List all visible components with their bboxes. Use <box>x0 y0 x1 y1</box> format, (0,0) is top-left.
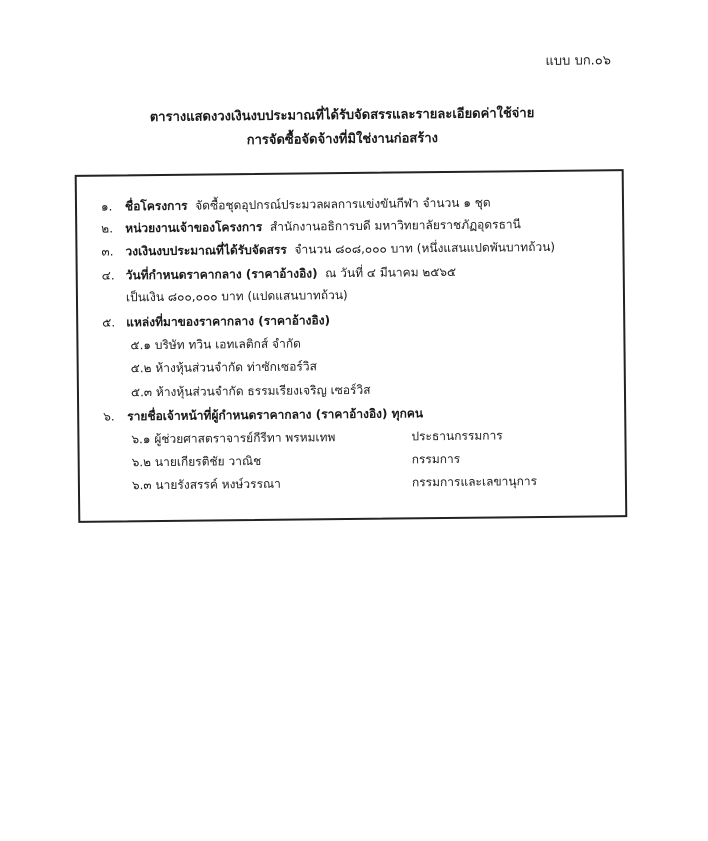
item-committee <box>103 405 423 424</box>
price-source-item: ๕.๑ บริษัท ทวิน เอทเลติกส์ จำกัด <box>130 336 301 353</box>
item-budget <box>101 239 555 260</box>
item-number: ๓. <box>101 244 114 259</box>
item-reference-amount: เป็นเงิน ๘๐๐,๐๐๐ บาท (แปดแสนบาทถ้วน) <box>125 288 348 305</box>
item-number: ๖. <box>103 409 115 424</box>
details-box <box>75 169 628 523</box>
price-source-item: ๕.๓ ห้างหุ้นส่วนจำกัด ธรรมเรียงเจริญ เซอร์วิส <box>130 382 371 400</box>
item-value: จัดซื้อชุดอุปกรณ์ประมวลผลการแข่งขันกีฬา จำนวน ๑ ชุด <box>195 195 491 213</box>
committee-member-name: ๖.๒ นายเกียรติชัย วาณิช <box>131 453 262 470</box>
item-price-sources <box>102 312 330 330</box>
committee-member-name: ๖.๑ ผู้ช่วยศาสตราจารย์กีรีทา พรหมเทพ <box>131 430 336 447</box>
document-subtitle: การจัดซื้อจัดจ้างที่มิใช่งานก่อสร้าง <box>246 131 439 149</box>
item-label: รายชื่อเจ้าหน้าที่ผู้กำหนดราคากลาง (ราคาอ้างอิง) ทุกคน <box>127 406 424 424</box>
committee-member-name: ๖.๓ นายรังสรรค์ หงษ์วรรณา <box>131 476 281 493</box>
item-label: วงเงินงบประมาณที่ได้รับจัดสรร <box>125 242 287 259</box>
item-label: หน่วยงานเจ้าของโครงการ <box>125 219 263 236</box>
committee-member <box>132 472 612 493</box>
price-source-item: ๕.๒ ห้างหุ้นส่วนจำกัด ท่าซักเซอร์วิส <box>130 359 317 376</box>
document-title: ตารางแสดงวงเงินงบประมาณที่ได้รับจัดสรรและรายละเอียดค่าใช้จ่าย <box>149 106 535 126</box>
committee-member <box>132 449 612 470</box>
item-owner-agency <box>101 216 521 236</box>
item-number: ๔. <box>101 268 115 283</box>
item-label: แหล่งที่มาของราคากลาง (ราคาอ้างอิง) <box>126 313 331 330</box>
item-reference-date <box>102 264 457 284</box>
item-label: ชื่อโครงการ <box>124 198 188 214</box>
form-code: แบบ บก.๐๖ <box>545 53 612 69</box>
item-number: ๑. <box>100 199 113 214</box>
item-project-name <box>101 195 491 215</box>
item-number: ๒. <box>101 221 114 236</box>
committee-member <box>131 426 611 447</box>
item-number: ๕. <box>102 315 116 330</box>
item-label: วันที่กำหนดราคากลาง (ราคาอ้างอิง) <box>125 266 318 283</box>
item-value: ณ วันที่ ๔ มีนาคม ๒๕๖๕ <box>325 264 457 281</box>
committee-member-role: ประธานกรรมการ <box>411 428 503 444</box>
committee-member-role: กรรมการและเลขานุการ <box>411 474 538 490</box>
item-value: จำนวน ๘๐๘,๐๐๐ บาท (หนึ่งแสนแปดพันบาทถ้วน) <box>294 239 556 257</box>
committee-member-role: กรรมการ <box>411 451 461 467</box>
item-value: สำนักงานอธิการบดี มหาวิทยาลัยราชภัฏอุดรธานี <box>269 217 521 234</box>
